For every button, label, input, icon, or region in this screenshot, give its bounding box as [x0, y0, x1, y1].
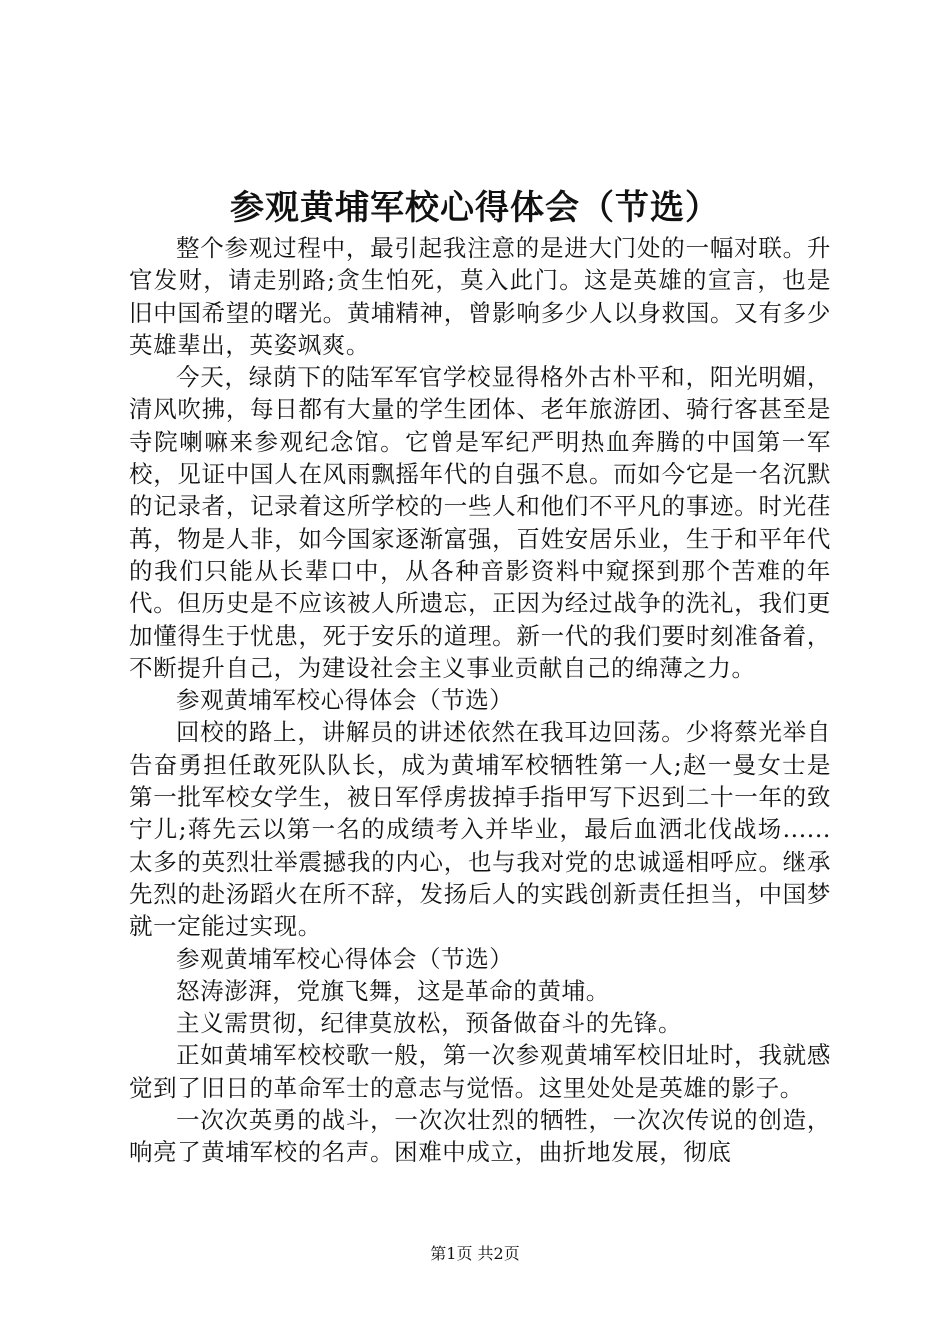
section-heading-1: 参观黄埔军校心得体会（节选）: [176, 686, 514, 715]
paragraph-3: 回校的路上，讲解员的讲述依然在我耳边回荡。少将蔡光举自告奋勇担任敢死队队长，成为黄埔军校牺牲第一人;赵一曼女士是第一批军校女学生，被日军俘虏拔掉手指甲写下迟到二十一年的致宁儿;蒋先云以第一名的成绩考入并毕业，最后血洒北伐战场......太多的英烈壮举震撼我的内心，也与我对党的忠诚遥相呼应。继承先烈的赴汤蹈火在所不辞，发扬后人的实践创新责任担当，中国梦就一定能过实现。: [129, 718, 831, 941]
document-title: 参观黄埔军校心得体会（节选）: [230, 188, 720, 228]
song-line-2: 主义需贯彻，纪律莫放松，预备做奋斗的先锋。: [176, 1009, 683, 1038]
paragraph-4: 正如黄埔军校校歌一般，第一次参观黄埔军校旧址时，我就感觉到了旧日的革命军士的意志与觉悟。这里处处是英雄的影子。: [129, 1041, 831, 1102]
section-heading-2: 参观黄埔军校心得体会（节选）: [176, 944, 514, 973]
paragraph-5: 一次次英勇的战斗，一次次壮烈的牺牲，一次次传说的创造，响亮了黄埔军校的名声。困难中成立，曲折地发展，彻底: [129, 1106, 831, 1167]
paragraph-2: 今天，绿荫下的陆军军官学校显得格外古朴平和，阳光明媚，清风吹拂，每日都有大量的学生团体、老年旅游团、骑行客甚至是寺院喇嘛来参观纪念馆。它曾是军纪严明热血奔腾的中国第一军校，见证中国人在风雨飘摇年代的自强不息。而如今它是一名沉默的记录者，记录着这所学校的一些人和他们不平凡的事迹。时光荏苒，物是人非，如今国家逐渐富强，百姓安居乐业，生于和平年代的我们只能从长辈口中，从各种音影资料中窥探到那个苦难的年代。但历史是不应该被人所遗忘，正因为经过战争的洗礼，我们更加懂得生于忧患，死于安乐的道理。新一代的我们要时刻准备着，不断提升自己，为建设社会主义事业贡献自己的绵薄之力。: [129, 363, 831, 682]
paragraph-1: 整个参观过程中，最引起我注意的是进大门处的一幅对联。升官发财，请走别路;贪生怕死，莫入此门。这是英雄的宣言，也是旧中国希望的曙光。黄埔精神，曾影响多少人以身救国。又有多少英雄辈出，英姿飒爽。: [129, 234, 831, 359]
page-number-footer: 第1页 共2页: [430, 1244, 520, 1263]
document-body: [129, 232, 831, 1169]
song-line-1: 怒涛澎湃，党旗飞舞，这是革命的黄埔。: [176, 976, 610, 1005]
